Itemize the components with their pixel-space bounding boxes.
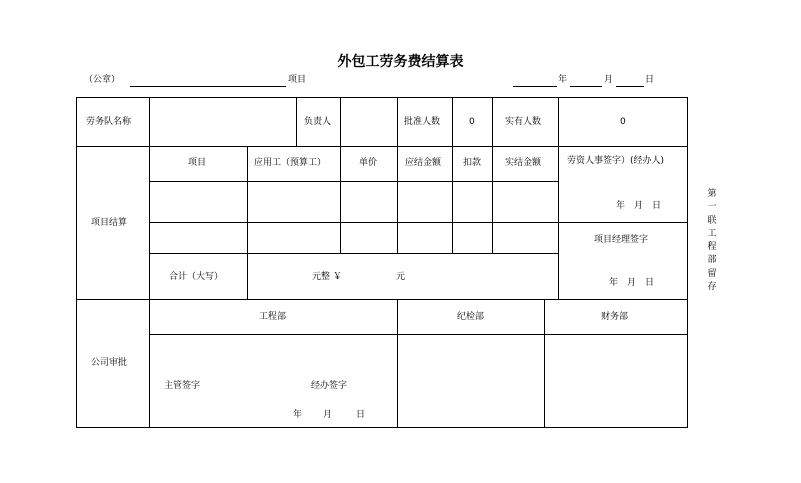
col-line <box>296 97 297 146</box>
col-line <box>558 97 559 299</box>
side-note-char: 留 <box>707 268 717 279</box>
row-line <box>149 253 558 254</box>
side-note-char: 工 <box>707 228 717 239</box>
side-note <box>706 188 718 294</box>
column-header: 应结金额 <box>405 158 442 168</box>
col-line <box>452 146 453 253</box>
leader-label: 负责人 <box>304 117 332 127</box>
dept-finance: 财务部 <box>601 312 629 322</box>
month-label: 月 <box>604 75 614 85</box>
settlement-section-label: 项目结算 <box>91 218 128 228</box>
sign-date: 年 月 日 <box>616 201 662 211</box>
sign-date: 年 月 日 <box>609 278 655 288</box>
side-note-char: 存 <box>707 282 717 293</box>
supervisor-sign-label: 主管签字 <box>164 381 201 391</box>
col-line <box>544 299 545 428</box>
approval-section-label: 公司审批 <box>91 358 128 368</box>
side-note-char: 第 <box>707 189 717 199</box>
handler-sign-label: 经办签字 <box>311 381 348 391</box>
seal-label: （公章） <box>84 75 121 85</box>
dept-discipline: 纪检部 <box>457 312 485 322</box>
row-line <box>76 299 688 300</box>
year-label: 年 <box>558 75 568 85</box>
row-line <box>558 222 688 223</box>
table-border-bottom <box>76 427 688 428</box>
row-line <box>149 181 558 182</box>
row-line <box>149 222 558 223</box>
table-border-top <box>76 97 688 98</box>
pm-sign-label: 项目经理签字 <box>594 235 649 245</box>
col-line <box>492 97 493 146</box>
col-line <box>340 97 341 146</box>
day-underline <box>616 86 644 87</box>
row-line <box>76 146 688 147</box>
col-line <box>247 146 248 299</box>
actual-count-label: 实有人数 <box>505 117 542 127</box>
day-label: 日 <box>645 75 655 85</box>
dept-engineering: 工程部 <box>259 312 287 322</box>
column-header: 应用工（预算工） <box>254 158 327 168</box>
col-line <box>149 299 150 428</box>
side-note-char: 一 <box>707 202 717 213</box>
side-note-char: 部 <box>707 255 717 266</box>
project-label: 项目 <box>288 75 307 85</box>
approval-day: 日 <box>356 410 366 420</box>
col-line <box>492 146 493 253</box>
page-title: 外包工劳务费结算表 <box>337 54 464 70</box>
approval-year: 年 <box>293 410 303 420</box>
approved-count-label: 批准人数 <box>404 117 441 127</box>
actual-count-value: 0 <box>620 117 626 127</box>
project-underline <box>130 86 286 87</box>
approval-month: 月 <box>323 410 333 420</box>
column-header: 扣款 <box>463 158 482 168</box>
column-header: 单价 <box>359 158 378 168</box>
col-line <box>397 97 398 146</box>
column-header: 项目 <box>188 158 207 168</box>
row-line <box>149 334 688 335</box>
col-line <box>340 146 341 253</box>
team-name-label: 劳务队名称 <box>86 117 132 127</box>
month-underline <box>570 86 602 87</box>
col-line <box>397 146 398 253</box>
col-line <box>149 97 150 299</box>
col-line <box>452 97 453 146</box>
side-note-char: 联 <box>707 215 717 226</box>
approved-count-value: 0 <box>469 117 475 127</box>
total-label: 合计（大写） <box>169 272 224 282</box>
yuan-label: 元 <box>396 272 406 282</box>
column-header: 实结金额 <box>505 158 542 168</box>
year-underline <box>513 86 557 87</box>
total-amount-text: 元整 ￥ <box>312 272 342 282</box>
col-line <box>397 299 398 428</box>
labor-hr-sign-label: 劳资人事签字）(经办人) <box>567 156 665 166</box>
side-note-char: 程 <box>707 242 717 253</box>
